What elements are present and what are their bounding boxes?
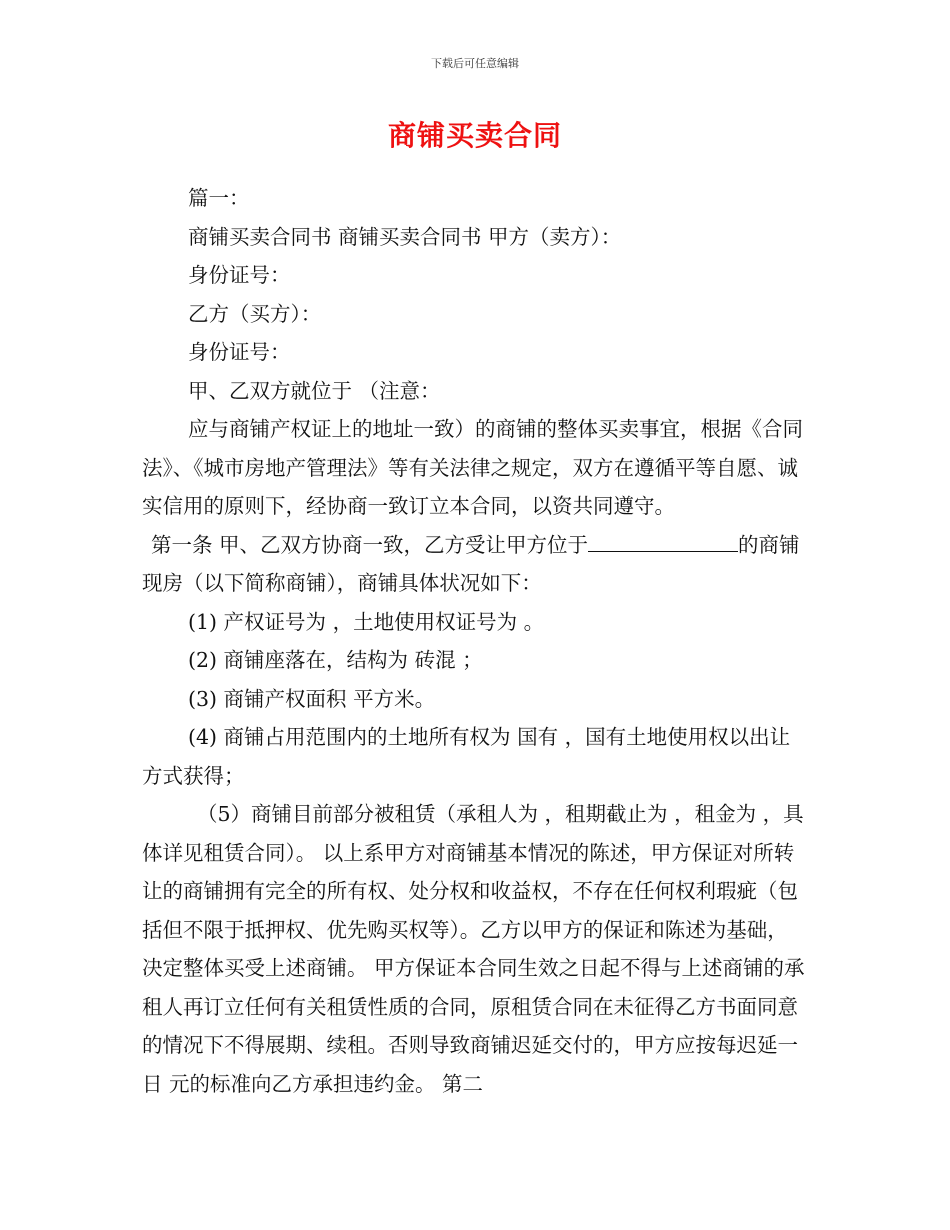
- document-title: 商铺买卖合同: [387, 119, 562, 152]
- paragraph-contract-heading: 商铺买卖合同书 商铺买卖合同书 甲方（卖方）：: [188, 224, 622, 249]
- paragraph-buyer-id: 身份证号：: [188, 340, 291, 364]
- paragraph-item-5: （5）商铺目前部分被租赁（承租人为 ，租期截止为 ，租金为 ，具体详见租赁合同）。 以上系甲方对商铺基本情况的陈述，甲方保证对所转让的商铺拥有完全的所有权、处分权和收益权，不存在任何权利瑕疵（包括但不限于抵押权、优先购买权等）。乙方以甲方的保证和陈述为基础，决定整体买受上述商铺。 甲方保证本合同生效之日起不得与上述商铺的承租人再订立任何有关租赁性质的合同，原租赁合同在未征得乙方书面同意的情况下不得展期、续租。否则导致商铺迟延交付的，甲方应按每迟延一日 元的标准向乙方承担违约金。 第二: [142, 802, 805, 1096]
- paragraph-seller-id: 身份证号：: [188, 263, 291, 287]
- paragraph-item-4: (4) 商铺占用范围内的土地所有权为 国有 ，国有土地使用权以出让 方式获得；: [142, 725, 797, 788]
- page-header-note: 下载后可任意编辑: [431, 57, 519, 70]
- paragraph-article-one: [142, 526, 806, 603]
- paragraph-item-1: (1) 产权证号为 ，土地使用权证号为 。: [188, 609, 545, 634]
- paragraph-section-label: 篇一：: [188, 186, 250, 210]
- paragraph-legal-basis: 应与商铺产权证上的地址一致）的商铺的整体买卖事宜，根据《合同法》、《城市房地产管理法》等有关法律之规定，双方在遵循平等自愿、诚实信用的原则下，经协商一致订立本合同，以资共同遵守。: [142, 417, 803, 518]
- address-blank-line: [588, 529, 738, 552]
- paragraph-item-3: (3) 商铺产权面积 平方米。: [188, 686, 436, 711]
- paragraph-buyer: 乙方（买方）：: [188, 301, 322, 326]
- paragraph-location-intro: 甲、乙双方就位于 （注意：: [188, 378, 441, 403]
- article-one-text-a: 第一条 甲、乙双方协商一致，乙方受让甲方位于: [151, 532, 589, 557]
- article-one-text-b: 的商铺现房（以下简称商铺），商铺具体状况如下：: [142, 532, 800, 595]
- document-body: [142, 179, 806, 1103]
- paragraph-item-2: (2) 商铺座落在，结构为 砖混 ；: [188, 648, 483, 672]
